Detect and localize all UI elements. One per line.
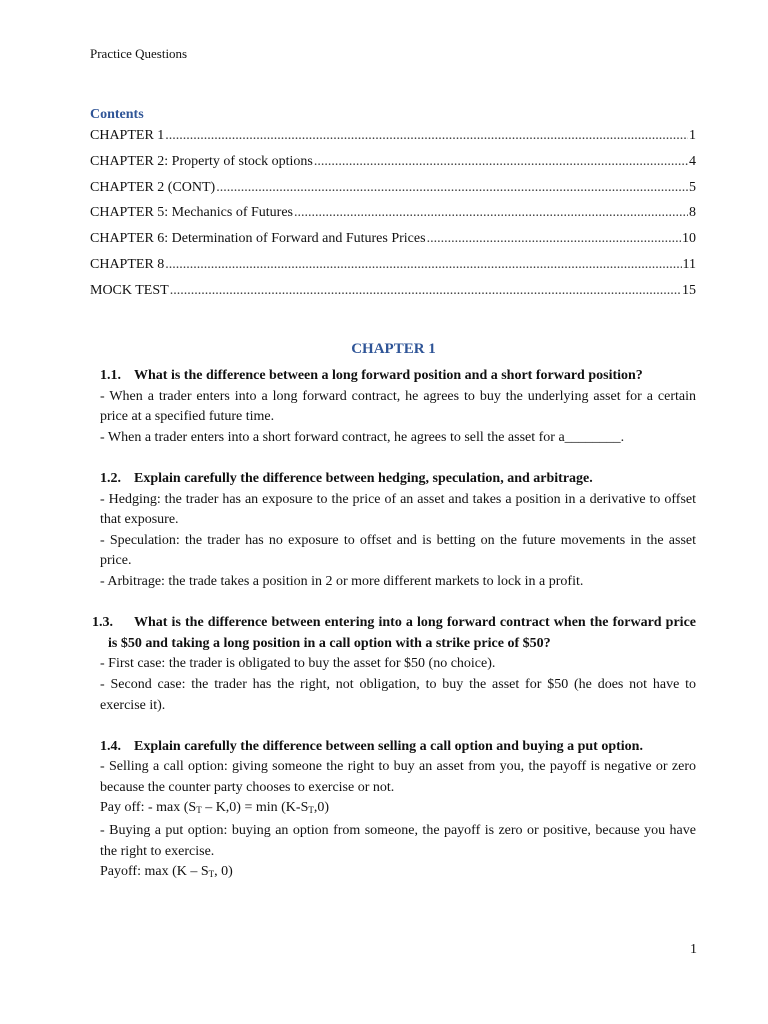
page-number: 1 xyxy=(690,942,697,957)
toc-entry[interactable] xyxy=(90,255,696,281)
toc-entry-page: 10 xyxy=(682,231,696,247)
payoff-formula: Pay off: - $\max (S_T - K,0) = \min (K-S_T,0)$ xyxy=(100,800,330,816)
toc-leader-dots xyxy=(314,152,688,172)
toc-entry-page: 4 xyxy=(689,153,696,169)
answer-line: - Speculation: the trader has no exposure to offset and is betting on the future movements in the asset price. xyxy=(100,532,696,569)
answer-line: - First case: the trader is obligated to buy the asset for $50 (no choice). xyxy=(100,656,496,672)
answer-line: - Selling a call option: giving someone the right to buy an asset from you, the payoff is negative or zero because the counter party chooses to exercise or not. xyxy=(100,759,696,795)
toc-entry-label: CHAPTER 1 xyxy=(90,128,165,143)
answer-line: - Second case: the trader has the right, not obligation, to buy the asset for $50 (he does not have to exercise it). xyxy=(100,676,696,713)
table-of-contents xyxy=(90,126,696,307)
toc-entry[interactable] xyxy=(90,178,696,204)
toc-title: Contents xyxy=(90,107,144,122)
question xyxy=(100,366,696,387)
question-number: 1.3. xyxy=(92,615,113,631)
toc-entry-page: 11 xyxy=(682,256,696,272)
question-number: 1.1. xyxy=(100,368,121,383)
toc-entry-page: 8 xyxy=(689,205,696,221)
question xyxy=(92,613,696,654)
chapter-heading: CHAPTER 1 xyxy=(351,341,436,357)
toc-leader-dots xyxy=(165,255,681,275)
toc-leader-dots xyxy=(427,229,681,249)
chapter-body xyxy=(92,366,696,885)
question-number: 1.2. xyxy=(100,470,121,486)
toc-entry-label: CHAPTER 5: Mechanics of Futures xyxy=(90,205,293,221)
toc-entry[interactable] xyxy=(90,203,696,229)
question-text: What is the difference between entering into a long forward contract when the forward price is $50 and taking a long position in a call option with a strike price of $50? xyxy=(108,615,696,651)
payoff-formula: Payoff: $\max (K - S_T$, 0) xyxy=(100,864,233,880)
answer-line: - Arbitrage: the trade takes a position in 2 or more different markets to lock in a profit. xyxy=(100,573,584,589)
toc-entry-label: CHAPTER 6: Determination of Forward and Futures Prices xyxy=(90,231,426,247)
answer-line: - Hedging: the trader has an exposure to the price of an asset and takes a position in a derivative to offset that exposure. xyxy=(100,491,696,528)
toc-entry-label: CHAPTER 8 xyxy=(90,256,165,272)
toc-entry-label: MOCK TEST xyxy=(90,282,169,298)
toc-entry-label: CHAPTER 2 (CONT) xyxy=(90,179,216,195)
toc-entry-label: CHAPTER 2: Property of stock options xyxy=(90,153,313,169)
toc-entry-page: 1 xyxy=(689,128,696,143)
answer-line: - Buying a put option: buying an option from someone, the payoff is zero or positive, because you have the right to exercise. xyxy=(100,823,696,859)
answer-line: - When a trader enters into a short forward contract, he agrees to sell the asset for a________. xyxy=(100,429,625,445)
question-text: Explain carefully the difference between hedging, speculation, and arbitrage. xyxy=(134,470,593,486)
toc-entry[interactable] xyxy=(90,281,696,307)
toc-leader-dots xyxy=(216,178,688,198)
toc-leader-dots xyxy=(294,203,688,223)
toc-entry-page: 15 xyxy=(682,282,696,298)
question xyxy=(100,737,696,758)
question-text: What is the difference between a long forward position and a short forward position? xyxy=(134,368,643,383)
toc-entry[interactable] xyxy=(90,152,696,178)
toc-entry-page: 5 xyxy=(689,179,696,195)
question xyxy=(100,469,696,490)
toc-entry[interactable] xyxy=(90,229,696,255)
question-number: 1.4. xyxy=(100,738,121,754)
answer-line: - When a trader enters into a long forward contract, he agrees to buy the underlying asset for a certain price at a specified future time. xyxy=(100,388,696,425)
toc-leader-dots xyxy=(165,126,688,146)
question-text: Explain carefully the difference between selling a call option and buying a put option. xyxy=(134,738,643,754)
toc-entry[interactable] xyxy=(90,126,696,152)
page-header: Practice Questions xyxy=(90,46,188,61)
toc-leader-dots xyxy=(170,281,681,301)
